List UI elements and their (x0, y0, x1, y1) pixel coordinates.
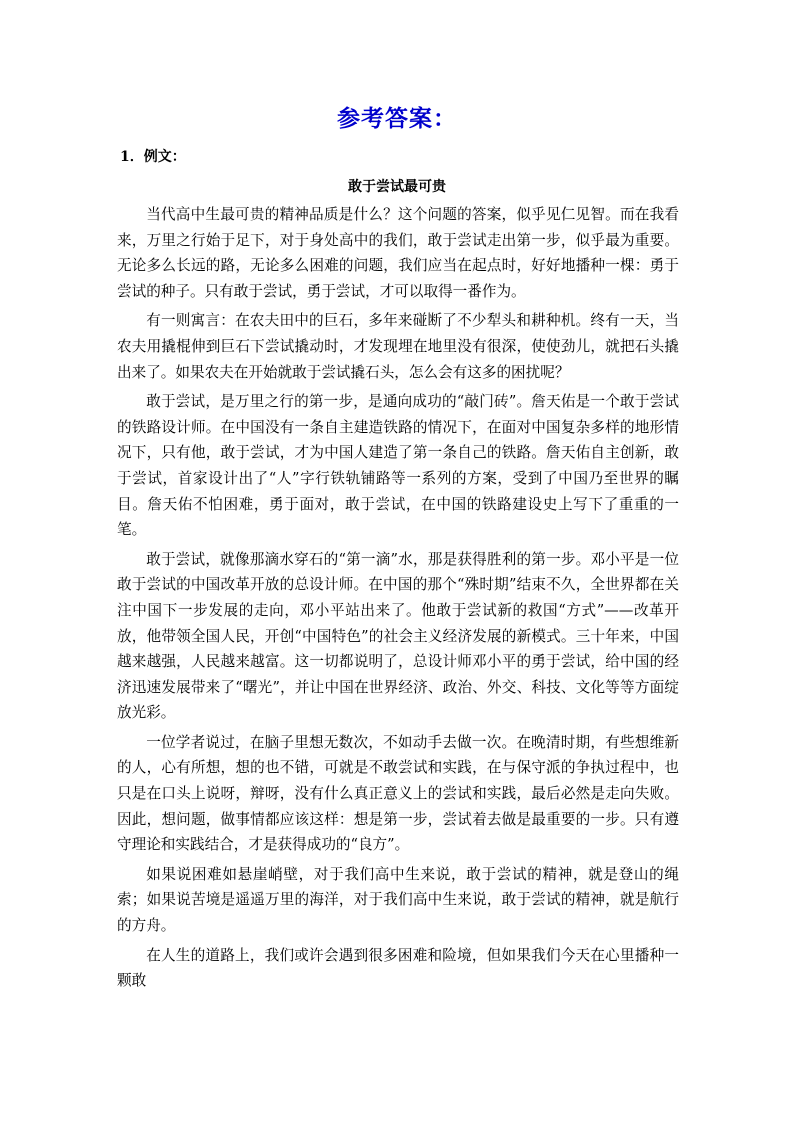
essay-paragraph: 敢于尝试，就像那滴水穿石的“第一滴”水，那是获得胜利的第一步。邓小平是一位敢于尝试的中国改革开放的总设计师。在中国的那个“殊时期”结束不久，全世界都在关注中国下一步发展的走向，邓小平站出来了。他敢于尝试新的救国“方式”——改革开放，他带领全国人民，开创“中国特色”的社会主义经济发展的新模式。三十年来，中国越来越强，人民越来越富。这一切都说明了，总设计师邓小平的勇于尝试，给中国的经济迅速发展带来了“曙光”，并让中国在世界经济、政治、外交、科技、文化等等方面绽放光彩。 (117, 550, 679, 722)
essay-paragraph: 敢于尝试，是万里之行的第一步，是通向成功的“敲门砖”。詹天佑是一个敢于尝试的铁路设计师。在中国没有一条自主建造铁路的情况下，在面对中国复杂多样的地形情况下，只有他，敢于尝试，才为中国人建造了第一条自己的铁路。詹天佑自主创新，敢于尝试，首家设计出了“人”字行铁轨铺路等一系列的方案，受到了中国乃至世界的瞩目。詹天佑不怕困难，勇于面对，敢于尝试，在中国的铁路建设史上写下了重重的一笔。 (117, 393, 679, 539)
page-title: 参考答案： (337, 105, 457, 132)
question-label: 1．例文： (120, 149, 186, 165)
essay-paragraph: 如果说困难如悬崖峭壁，对于我们高中生来说，敢于尝试的精神，就是登山的绳索；如果说苦境是遥遥万里的海洋，对于我们高中生来说，敢于尝试的精神，就是航行的方舟。 (117, 865, 679, 935)
essay-paragraph: 有一则寓言：在农夫田中的巨石，多年来碰断了不少犁头和耕种机。终有一天，当农夫用撬棍伸到巨石下尝试撬动时，才发现埋在地里没有很深，使使劲儿，就把石头撬出来了。如果农夫在开始就敢于尝试撬石头，怎么会有这多的困扰呢？ (117, 312, 679, 381)
essay-paragraph: 在人生的道路上，我们或许会遇到很多困难和险境，但如果我们今天在心里播种一颗敢 (117, 946, 679, 990)
essay-body (117, 202, 679, 998)
essay-paragraph: 一位学者说过，在脑子里想无数次，不如动手去做一次。在晚清时期，有些想维新的人，心有所想，想的也不错，可就是不敢尝试和实践，在与保守派的争执过程中，也只是在口头上说呀，辩呀，没有什么真正意义上的尝试和实践，最后必然是走向失败。因此，想问题，做事情都应该这样：想是第一步，尝试着去做是最重要的一步。只有遵守理论和实践结合，才是获得成功的“良方”。 (117, 733, 679, 854)
essay-title: 敢于尝试最可贵 (348, 179, 446, 195)
essay-paragraph: 当代高中生最可贵的精神品质是什么？这个问题的答案，似乎见仁见智。而在我看来，万里之行始于足下，对于身处高中的我们，敢于尝试走出第一步，似乎最为重要。无论多么长远的路，无论多么困难的问题，我们应当在起点时，好好地播种一棵：勇于尝试的种子。只有敢于尝试，勇于尝试，才可以取得一番作为。 (117, 206, 679, 300)
